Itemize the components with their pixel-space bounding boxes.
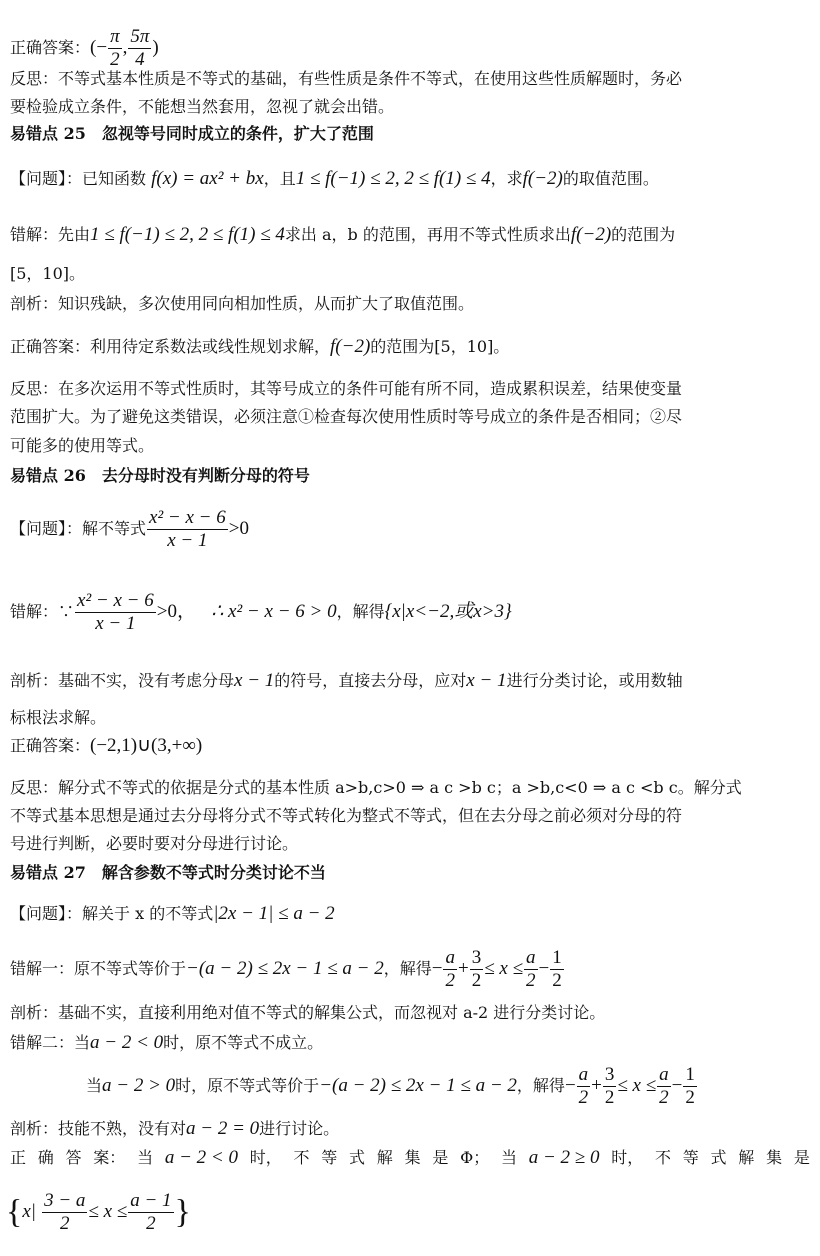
math: (−2,1)∪(3,+∞) [90,735,203,756]
text: 式 [710,1148,727,1167]
wrong-solution-27b [10,1032,323,1054]
text: 不 [655,1148,672,1167]
math: − [538,958,550,979]
reflection-25-line: 范围扩大。为了避免这类错误，必须注意①检查每次使用性质时等号成立的条件是否相同；②尽 [10,407,683,426]
math: a − 2 ≥ 0 [528,1147,600,1168]
math: {x|x<−2,或x>3} [384,601,512,622]
label: 【问题】：已知函数 [10,169,147,188]
math: f(−2) [522,168,563,189]
wrong-solution-26 [10,590,512,635]
math: + [457,958,469,979]
math: (− [90,37,108,58]
fraction: $\frac{a}{2}$ [659,1064,669,1108]
fraction: $\frac{\pi}{2}$ [110,26,120,70]
problem-25 [10,168,659,190]
label: 正确答案： [10,38,91,57]
math: a − 2 < 0 [90,1032,164,1053]
text: 剖析：技能不熟，没有对 [10,1119,187,1138]
fraction: $\frac{3}{2}$ [604,1064,615,1108]
text: 等 [321,1148,338,1167]
math: ∴ x² − x − 6 > 0 [211,601,337,622]
wrong-solution-27c [86,1064,698,1109]
math: −(a − 2) ≤ 2x − 1 ≤ a − 2 [319,1075,517,1096]
reflection-26-line: 号进行判断，必要时要对分母进行讨论。 [10,834,299,853]
text: 是 [432,1148,449,1167]
text: 求出 a，b 的范围，再用不等式性质求出 [284,225,571,244]
text: 错解：∵ [10,602,75,621]
label: 正确答案： [10,736,91,755]
math: x − 1 [466,670,507,691]
text: ，求 [490,169,523,188]
fraction: $\frac{a - 1}{2}$ [130,1190,172,1234]
fraction: $\frac{5\pi}{4}$ [130,26,150,70]
text: ，解得 [336,602,385,621]
fraction: $\frac{1}{2}$ [552,947,562,991]
text: 集 [404,1148,421,1167]
text: 不 [293,1148,310,1167]
analysis-26-cont: 标根法求解。 [10,708,107,727]
text: Φ； [460,1148,490,1167]
text: 的符号，直接去分母，应对 [274,671,467,690]
math: ≤ x ≤ [484,958,523,979]
math: a − 2 = 0 [186,1118,260,1139]
section-heading-27: 易错点 27 解含参数不等式时分类讨论不当 [10,863,326,882]
text: 答 [65,1148,82,1167]
text: ，解得 [516,1076,565,1095]
text: 错解二：当 [10,1033,91,1052]
answer-25 [10,336,509,358]
reflection-25-line: 可能多的使用等式。 [10,436,155,455]
text: 正确答案：利用待定系数法或线性规划求解， [10,337,331,356]
text: 时， [611,1148,644,1167]
math: >0 [228,518,249,539]
answer-26 [10,735,202,757]
left-brace: { [6,1193,23,1231]
fraction: $\frac{a}{2}$ [578,1064,589,1108]
wrong-solution-27a [10,947,565,992]
math: x| [22,1201,36,1222]
math: − [431,958,443,979]
text: 时，原不等式等价于 [175,1076,320,1095]
fraction: $\frac{1}{2}$ [685,1064,695,1108]
answer-27 [10,1147,810,1169]
text: 当 [500,1148,517,1167]
math: ) [152,37,159,58]
analysis-26 [10,670,683,692]
text: 是 [793,1148,810,1167]
math: f(x) = ax² + bx [151,168,264,189]
text: 当 [137,1148,154,1167]
analysis-25: 剖析：知识残缺，多次使用同向相加性质，从而扩大了取值范围。 [10,294,475,313]
reflection-25-line: 反思：在多次运用不等式性质时，其等号成立的条件可能有所不同，造成累积误差，结果使变量 [10,379,683,398]
math: f(−2) [570,224,612,245]
wrong-solution-25 [10,224,675,246]
text: 等 [682,1148,699,1167]
problem-27 [10,903,335,925]
math: − [671,1075,683,1096]
math: a − 2 < 0 [164,1147,238,1168]
fraction: $\frac{\text{x² − x − 6}}{x - 1}$ [149,507,226,551]
text: 当 [86,1076,103,1095]
text: 集 [766,1148,783,1167]
reflection-26-line: 不等式基本思想是通过去分母将分式不等式转化为整式不等式，但在去分母之前必须对分母的符 [10,806,683,825]
reflection-24-line: 反思：不等式基本性质是不等式的基础，有些性质是条件不等式，在使用这些性质解题时，务必 [10,69,683,88]
text: ，且 [263,169,296,188]
fraction: $\frac{3}{2}$ [471,947,482,991]
text: 的范围为 [611,225,676,244]
fraction: $\frac{\text{x² − x − 6}}{x - 1}$ [77,590,154,634]
wrong-solution-25-cont: [5，10]。 [10,264,86,283]
text: 解 [376,1148,393,1167]
answer-24 [10,26,159,71]
text: 解 [738,1148,755,1167]
label: 【问题】：解关于 x 的不等式 [10,904,214,923]
reflection-24-line: 要检验成立条件，不能想当然套用，忽视了就会出错。 [10,97,395,116]
reflection-26-line: 反思：解分式不等式的依据是分式的基本性质 a>b,c>0 ⇒ a c >b c；a >b,c<0 ⇒ a c <b c。解分式 [10,778,742,797]
text: 的范围为[5，10]。 [370,337,510,356]
text: 进行讨论。 [259,1119,340,1138]
math: >0， [156,601,196,622]
fraction: $\frac{a}{2}$ [526,947,536,991]
text: 案： [93,1148,126,1167]
text: 正 [10,1148,27,1167]
math: , [122,37,128,58]
text: 确 [37,1148,54,1167]
text: 的取值范围。 [562,169,659,188]
fraction: $\frac{3 - a}{2}$ [44,1190,86,1234]
text: 错解：先由 [10,225,91,244]
section-heading-25: 易错点 25 忽视等号同时成立的条件，扩大了范围 [10,124,374,143]
math: −(a − 2) ≤ 2x − 1 ≤ a − 2 [186,958,384,979]
math: x − 1 [234,670,275,691]
problem-26 [10,507,249,552]
text: 剖析：基础不实，没有考虑分母 [10,671,235,690]
analysis-27a: 剖析：基础不实，直接利用绝对值不等式的解集公式，而忽视对 a-2 进行分类讨论。 [10,1003,606,1022]
analysis-27b [10,1118,339,1140]
text: ，解得 [383,959,432,978]
math: |2x − 1| ≤ a − 2 [213,903,335,924]
math: a − 2 > 0 [102,1075,176,1096]
text: 时， [249,1148,282,1167]
section-heading-26: 易错点 26 去分母时没有判断分母的符号 [10,466,310,485]
math: − [564,1075,576,1096]
math: 1 ≤ f(−1) ≤ 2, 2 ≤ f(1) ≤ 4 [295,168,491,189]
label: 【问题】：解不等式 [10,519,147,538]
text: 时，原不等式不成立。 [163,1033,324,1052]
right-brace: } [174,1193,191,1231]
math: ≤ x ≤ [88,1201,128,1222]
math: ≤ x ≤ [617,1075,657,1096]
answer-27-set [6,1190,191,1235]
math: 1 ≤ f(−1) ≤ 2, 2 ≤ f(1) ≤ 4 [90,224,285,245]
fraction: $\frac{a}{2}$ [445,947,455,991]
math: + [591,1075,602,1096]
text: 式 [349,1148,366,1167]
text: 错解一：原不等式等价于 [10,959,187,978]
math: f(−2) [330,336,371,357]
text: 进行分类讨论，或用数轴 [506,671,683,690]
